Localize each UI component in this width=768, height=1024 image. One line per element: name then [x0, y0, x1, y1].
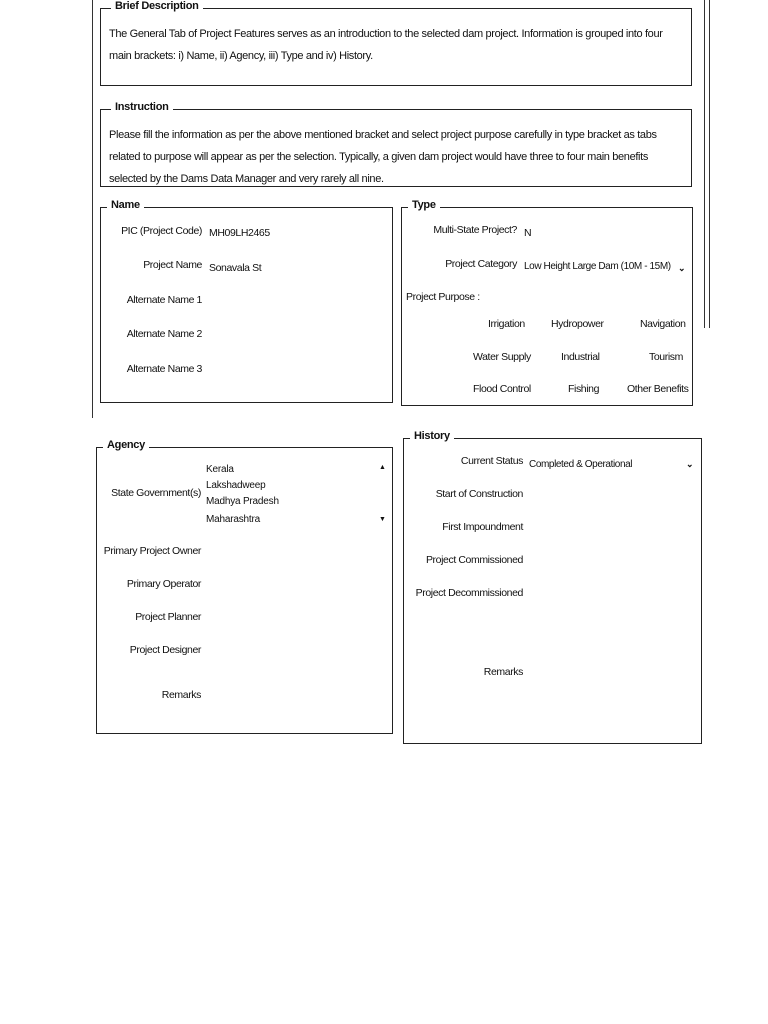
project-commissioned-label: Project Commissioned	[425, 554, 523, 566]
name-section	[100, 199, 393, 403]
project-planner-label: Project Planner	[135, 611, 201, 623]
purpose-industrial[interactable]: Industrial	[561, 351, 600, 363]
alternate-name-1-label: Alternate Name 1	[126, 294, 202, 306]
brief-description-text: The General Tab of Project Features serves as an introduction to the selected dam project. Information is grouped into four main brackets: i) Name, ii) Agency, iii) Type and iv) History.	[109, 28, 663, 62]
project-category-select[interactable]: Low Height Large Dam (10M - 15M)	[524, 261, 671, 272]
primary-operator-label: Primary Operator	[126, 578, 201, 590]
chevron-down-icon[interactable]: ⌄	[686, 459, 694, 469]
history-remarks-label: Remarks	[483, 666, 523, 678]
instruction-text: Please fill the information as per the above mentioned bracket and select project purpose carefully in type bracket as tabs related to purpose will appear as per the selection. Typically, a given dam project would have three to four main benefits selected by the Dams Data Manager and very rarely all nine.	[109, 129, 657, 185]
purpose-flood-control[interactable]: Flood Control	[473, 383, 531, 395]
multistate-value[interactable]: N	[524, 227, 532, 239]
scroll-down-icon[interactable]: ▼	[379, 516, 386, 523]
outer-frame-right	[704, 0, 705, 328]
outer-frame-left	[92, 0, 93, 418]
purpose-tourism[interactable]: Tourism	[649, 351, 683, 363]
current-status-label: Current Status	[460, 455, 523, 467]
agency-remarks-label: Remarks	[161, 689, 201, 701]
scroll-up-icon[interactable]: ▲	[379, 464, 386, 471]
first-impoundment-label: First Impoundment	[442, 521, 523, 533]
purpose-irrigation[interactable]: Irrigation	[488, 318, 525, 330]
brief-description-box	[100, 0, 692, 86]
state-government-listbox[interactable]	[205, 462, 389, 530]
state-option[interactable]: Madhya Pradesh	[206, 496, 279, 507]
instruction-box	[100, 101, 692, 187]
type-legend: Type	[408, 199, 440, 211]
state-option[interactable]: Lakshadweep	[206, 480, 266, 491]
project-name-field[interactable]: Sonavala St	[209, 262, 262, 274]
project-designer-label: Project Designer	[129, 644, 201, 656]
purpose-other-benefits[interactable]: Other Benefits	[627, 383, 689, 395]
pic-label: PIC (Project Code)	[121, 225, 202, 237]
purpose-hydropower[interactable]: Hydropower	[551, 318, 604, 330]
multistate-label: Multi-State Project?	[433, 224, 517, 236]
chevron-down-icon[interactable]: ⌄	[678, 263, 686, 273]
agency-legend: Agency	[103, 439, 149, 451]
type-section	[401, 199, 693, 406]
history-legend: History	[410, 430, 454, 442]
alternate-name-2-label: Alternate Name 2	[126, 328, 202, 340]
project-category-label: Project Category	[445, 258, 517, 270]
agency-section	[96, 439, 393, 734]
project-decommissioned-label: Project Decommissioned	[415, 587, 523, 599]
pic-field[interactable]: MH09LH2465	[209, 227, 270, 239]
state-government-label: State Government(s)	[111, 487, 201, 499]
primary-project-owner-label: Primary Project Owner	[103, 545, 201, 557]
instruction-legend: Instruction	[111, 101, 173, 113]
project-purpose-label: Project Purpose :	[406, 291, 480, 303]
outer-frame-right-inner	[709, 0, 710, 328]
start-of-construction-label: Start of Construction	[435, 488, 523, 500]
brief-description-legend: Brief Description	[111, 0, 203, 12]
name-legend: Name	[107, 199, 144, 211]
state-option-selected[interactable]: Maharashtra	[206, 514, 260, 525]
purpose-water-supply[interactable]: Water Supply	[473, 351, 531, 363]
state-option[interactable]: Kerala	[206, 464, 234, 475]
history-section	[403, 430, 702, 744]
purpose-fishing[interactable]: Fishing	[568, 383, 600, 395]
purpose-navigation[interactable]: Navigation	[640, 318, 686, 330]
alternate-name-3-label: Alternate Name 3	[126, 363, 202, 375]
project-name-label: Project Name	[143, 259, 202, 271]
current-status-select[interactable]: Completed & Operational	[529, 459, 633, 470]
